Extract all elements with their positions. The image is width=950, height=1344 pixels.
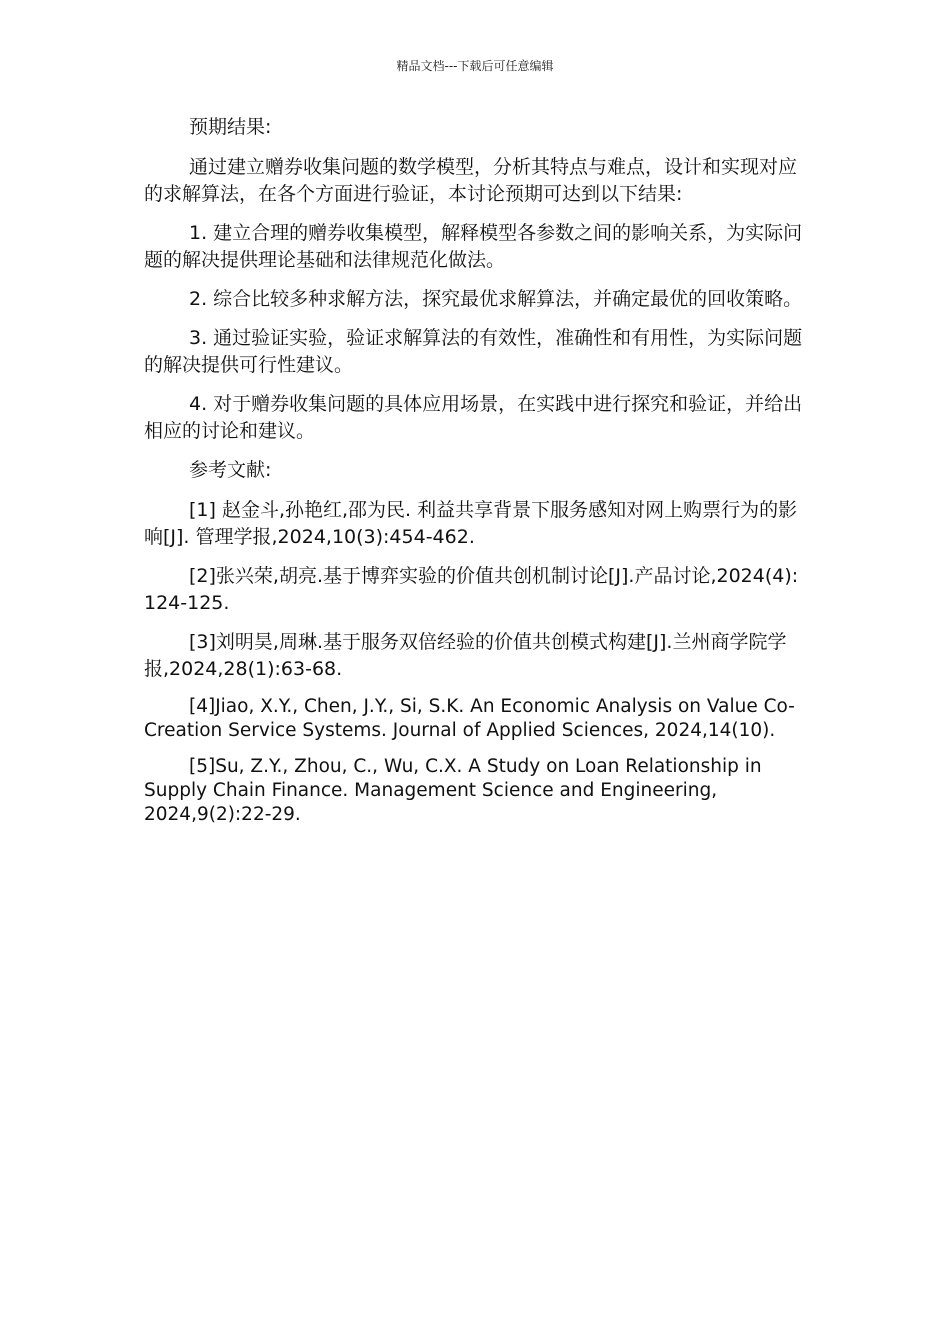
document-body <box>144 114 804 839</box>
page-header-watermark: 精品文档---下载后可任意编辑 <box>396 59 554 73</box>
result-item-4: 4. 对于赠券收集问题的具体应用场景，在实践中进行探究和验证，并给出相应的讨论和建议。 <box>144 393 803 442</box>
result-item-1: 1. 建立合理的赠券收集模型，解释模型各参数之间的影响关系，为实际问题的解决提供理论基础和法律规范化做法。 <box>144 222 803 271</box>
reference-item-1: [1] 赵金斗,孙艳红,邵为民. 利益共享背景下服务感知对网上购票行为的影响[J]. 管理学报,2024,10(3):454-462. <box>144 499 798 548</box>
reference-item-3: [3]刘明昊,周琳.基于服务双倍经验的价值共创模式构建[J].兰州商学院学报,2024,28(1):63-68. <box>144 631 787 680</box>
reference-item-4: [4]Jiao, X.Y., Chen, J.Y., Si, S.K. An Economic Analysis on Value Co-Creation Service Systems. Journal of Applied Sciences, 2024,14(10). <box>144 696 795 741</box>
result-item-2: 2. 综合比较多种求解方法，探究最优求解算法，并确定最优的回收策略。 <box>189 288 803 310</box>
reference-item-5: [5]Su, Z.Y., Zhou, C., Wu, C.X. A Study on Loan Relationship in Supply Chain Finance. Management Science and Engineering, 2024,9(2):22-29. <box>144 756 762 825</box>
expected-results-intro: 通过建立赠券收集问题的数学模型，分析其特点与难点，设计和实现对应的求解算法，在各个方面进行验证，本讨论预期可达到以下结果: <box>144 156 798 205</box>
reference-item-2: [2]张兴荣,胡亮.基于博弈实验的价值共创机制讨论[J].产品讨论,2024(4):124-125. <box>144 565 799 614</box>
references-heading: 参考文献: <box>189 459 272 481</box>
result-item-3: 3. 通过验证实验，验证求解算法的有效性，准确性和有用性，为实际问题的解决提供可行性建议。 <box>144 327 803 376</box>
expected-results-heading: 预期结果: <box>189 116 272 138</box>
